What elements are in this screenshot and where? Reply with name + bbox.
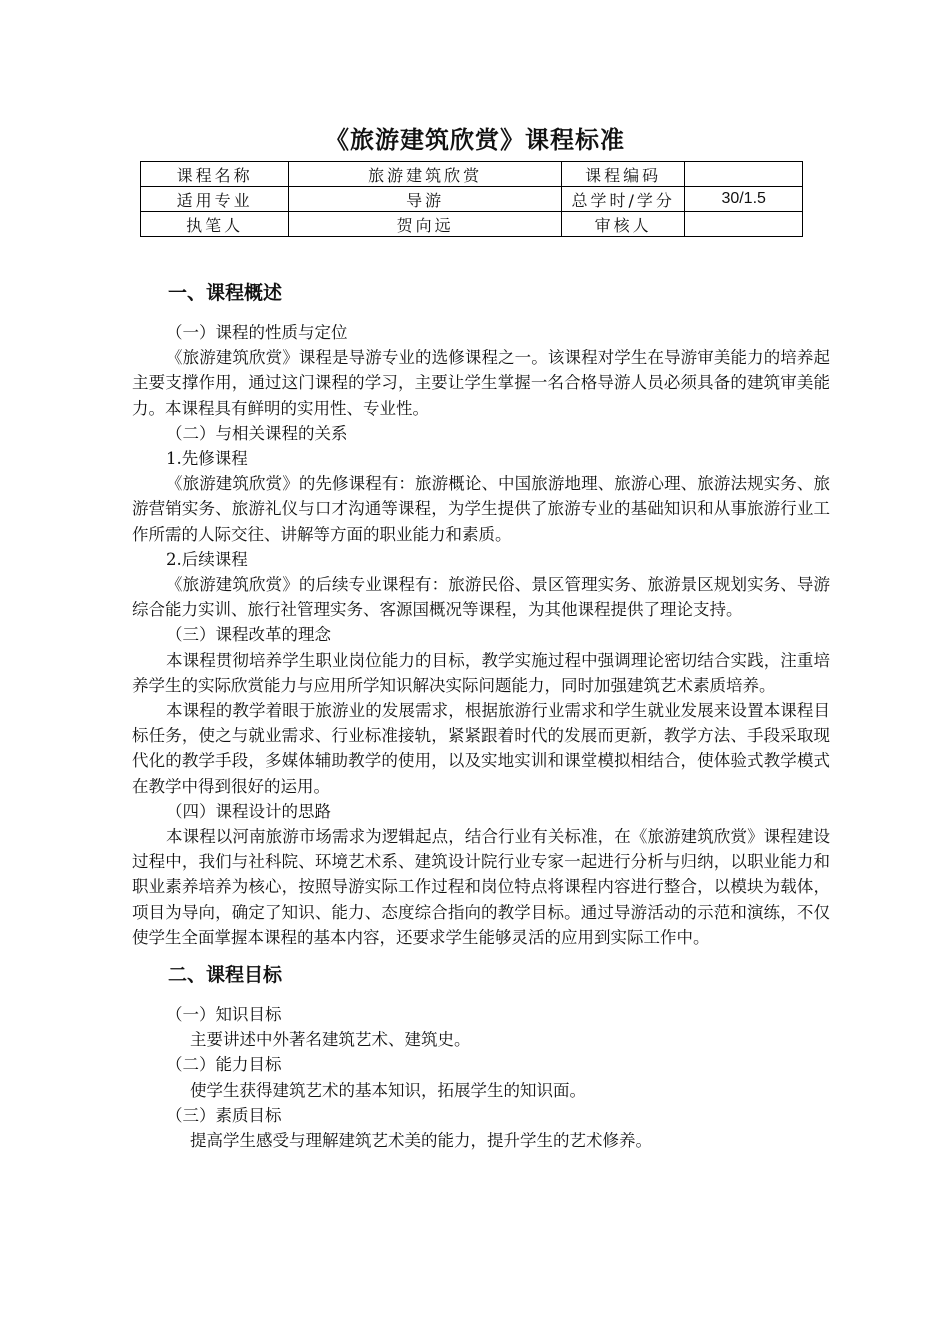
item-title: 2.后续课程 (166, 549, 248, 569)
document-body (132, 278, 830, 1153)
subsection-title: （二）与相关课程的关系 (166, 423, 348, 443)
table-cell: 课程编码 (561, 162, 684, 187)
paragraph: 本课程贯彻培养学生职业岗位能力的目标，教学实施过程中强调理论密切结合实践，注重培养学生的实际欣赏能力与应用所学知识解决实际问题能力，同时加强建筑艺术素质培养。 (132, 650, 830, 695)
paragraph: 《旅游建筑欣赏》的后续专业课程有：旅游民俗、景区管理实务、旅游景区规划实务、导游综合能力实训、旅行社管理实务、客源国概况等课程，为其他课程提供了理论支持。 (132, 575, 830, 620)
table-row (141, 162, 803, 187)
table-cell: 导游 (289, 187, 562, 212)
table-cell: 30/1.5 (685, 187, 803, 212)
table-cell (685, 212, 803, 237)
table-cell: 总学时/学分 (561, 187, 684, 212)
table-cell: 适用专业 (141, 187, 289, 212)
paragraph: 主要讲述中外著名建筑艺术、建筑史。 (190, 1030, 471, 1050)
paragraph: 《旅游建筑欣赏》的先修课程有：旅游概论、中国旅游地理、旅游心理、旅游法规实务、旅游营销实务、旅游礼仪与口才沟通等课程，为学生提供了旅游专业的基础知识和从事旅游行业工作所需的人际交往、讲解等方面的职业能力和素质。 (132, 474, 830, 544)
section-heading: 二、课程目标 (168, 964, 283, 987)
course-info-table (140, 161, 803, 237)
table-cell: 旅游建筑欣赏 (289, 162, 562, 187)
table-cell: 贺向远 (289, 212, 562, 237)
table-cell: 课程名称 (141, 162, 289, 187)
subsection-title: （一）课程的性质与定位 (166, 323, 348, 342)
paragraph: 使学生获得建筑艺术的基本知识，拓展学生的知识面。 (190, 1080, 586, 1100)
document-title: 《旅游建筑欣赏》课程标准 (325, 126, 625, 154)
paragraph: 本课程的教学着眼于旅游业的发展需求，根据旅游行业需求和学生就业发展来设置本课程目标任务，使之与就业需求、行业标准接轨，紧紧跟着时代的发展而更新，教学方法、手段采取现代化的教学手段，多媒体辅助教学的使用，以及实地实训和课堂模拟相结合，使体验式教学模式在教学中得到很好的运用。 (132, 701, 830, 796)
subsection-title: （三）素质目标 (166, 1105, 282, 1125)
paragraph: 提高学生感受与理解建筑艺术美的能力，提升学生的艺术修养。 (190, 1131, 652, 1151)
section-heading: 一、课程概述 (168, 282, 283, 304)
subsection-title: （一）知识目标 (166, 1005, 282, 1025)
table-cell: 执笔人 (141, 212, 289, 237)
subsection-title: （四）课程设计的思路 (166, 801, 331, 821)
paragraph: 《旅游建筑欣赏》课程是导游专业的选修课程之一。该课程对学生在导游审美能力的培养起主要支撑作用，通过这门课程的学习，主要让学生掌握一名合格导游人员必须具备的建筑审美能力。本课程具有鲜明的实用性、专业性。 (132, 348, 830, 418)
table-row (141, 187, 803, 212)
table-cell: 审核人 (561, 212, 684, 237)
item-title: 1.先修课程 (166, 449, 248, 469)
table-cell (685, 162, 803, 187)
subsection-title: （三）课程改革的理念 (166, 625, 331, 645)
table-row (141, 212, 803, 237)
paragraph: 本课程以河南旅游市场需求为逻辑起点，结合行业有关标准，在《旅游建筑欣赏》课程建设过程中，我们与社科院、环境艺术系、建筑设计院行业专家一起进行分析与归纳，以职业能力和职业素养培养为核心，按照导游实际工作过程和岗位特点将课程内容进行整合，以模块为载体，项目为导向，确定了知识、能力、态度综合指向的教学目标。通过导游活动的示范和演练，不仅使学生全面掌握本课程的基本内容，还要求学生能够灵活的应用到实际工作中。 (132, 827, 830, 947)
subsection-title: （二）能力目标 (166, 1055, 282, 1075)
